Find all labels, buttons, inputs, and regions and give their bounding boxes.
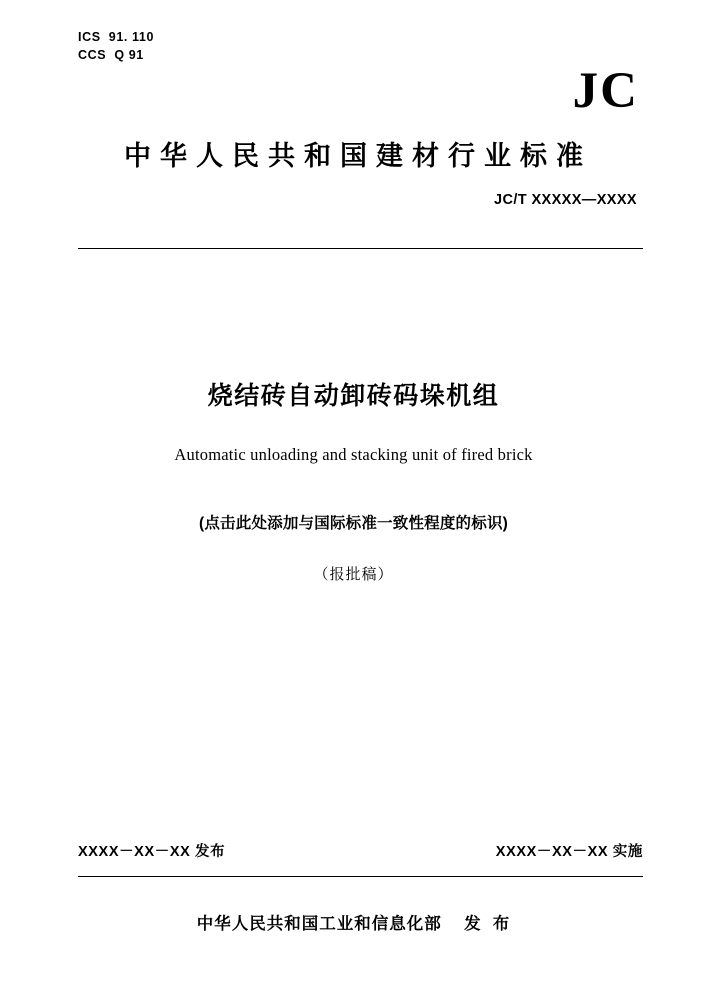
header-divider <box>78 248 643 249</box>
jc-logo: JC <box>572 63 639 119</box>
ics-code: ICS 91. 110 <box>78 30 154 44</box>
dates-row <box>78 840 643 861</box>
implementation-date: XXXX－XX－XX 实施 <box>495 844 643 860</box>
footer-divider <box>78 876 643 877</box>
issuing-authority: 中华人民共和国工业和信息化部 发 布 <box>196 915 511 933</box>
standard-org-title: 中华人民共和国建材行业标准 <box>124 141 592 171</box>
conformity-note: (点击此处添加与国际标准一致性程度的标识) <box>198 514 509 532</box>
standard-number: JC/T XXXXX—XXXX <box>494 192 637 208</box>
document-title-chinese: 烧结砖自动卸砖码垛机组 <box>207 382 500 410</box>
issue-date: XXXX－XX－XX 发布 <box>78 844 226 860</box>
classification-codes <box>78 28 154 64</box>
ccs-code: CCS Q 91 <box>78 48 144 63</box>
draft-stage-label: （报批稿） <box>313 566 394 583</box>
document-title-block <box>0 380 707 584</box>
document-title-english: Automatic unloading and stacking unit of fired brick <box>174 444 533 464</box>
